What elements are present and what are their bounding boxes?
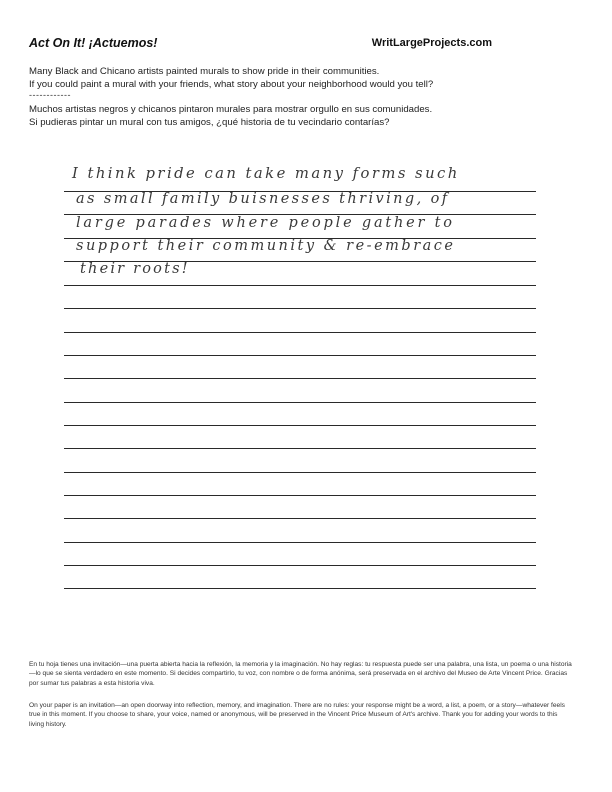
handwritten-response-line-3: large parades where people gather to — [76, 215, 455, 231]
writing-line — [64, 378, 536, 379]
handwritten-response-line-5: their roots! — [80, 261, 190, 277]
prompt-english-line-2: If you could paint a mural with your friends, what story about your neighborhood would you tell? — [29, 78, 434, 90]
handwritten-response-line-1: I think pride can take many forms such — [72, 166, 460, 182]
writing-line — [64, 425, 536, 426]
footer-invitation-english: On your paper is an invitation—an open doorway into reflection, memory, and imagination. There are no rules: your response might be a word, a list, a poem, or a story—whatever feels true in this moment. If you choose to share, your voice, named or anonymous, will be preserved in the Vincent Price Museum of Art's archive. Thank you for adding your words to this living history. — [29, 702, 565, 728]
worksheet-title: Act On It! ¡Actuemos! — [29, 36, 158, 50]
writing-line — [64, 332, 536, 333]
writing-line — [64, 518, 536, 519]
writing-line — [64, 542, 536, 543]
writing-line — [64, 588, 536, 589]
writing-line — [64, 402, 536, 403]
writing-line — [64, 285, 536, 286]
prompt-spanish-line-1: Muchos artistas negros y chicanos pintaron murales para mostrar orgullo en sus comunidades. — [29, 104, 433, 115]
website-label: WritLargeProjects.com — [371, 37, 492, 49]
prompt-english-line-1: Many Black and Chicano artists painted murals to show pride in their communities. — [29, 66, 380, 77]
handwritten-response-line-2: as small family buisnesses thriving, of — [76, 191, 450, 207]
language-divider: ------------ — [29, 90, 71, 100]
writing-line — [64, 472, 536, 473]
prompt-spanish-line-2: Si pudieras pintar un mural con tus amigos, ¿qué historia de tu vecindario contarías? — [29, 116, 390, 128]
footer-invitation-spanish: En tu hoja tienes una invitación—una puerta abierta hacia la reflexión, la memoria y la imaginación. No hay reglas: tu respuesta puede ser una palabra, una lista, un poema o una historia—lo que se sienta verdadero en este momento. Si decides compartirlo, tu voz, con nombre o de forma anónima, será preservada en el archivo del Museo de Arte Vincent Price. Gracias por sumar tus palabras a esta historia viva. — [29, 661, 572, 687]
writing-line — [64, 495, 536, 496]
writing-line — [64, 355, 536, 356]
handwritten-response-line-4: support their community & re-embrace — [76, 238, 456, 254]
writing-line — [64, 565, 536, 566]
writing-line — [64, 308, 536, 309]
writing-line — [64, 448, 536, 449]
